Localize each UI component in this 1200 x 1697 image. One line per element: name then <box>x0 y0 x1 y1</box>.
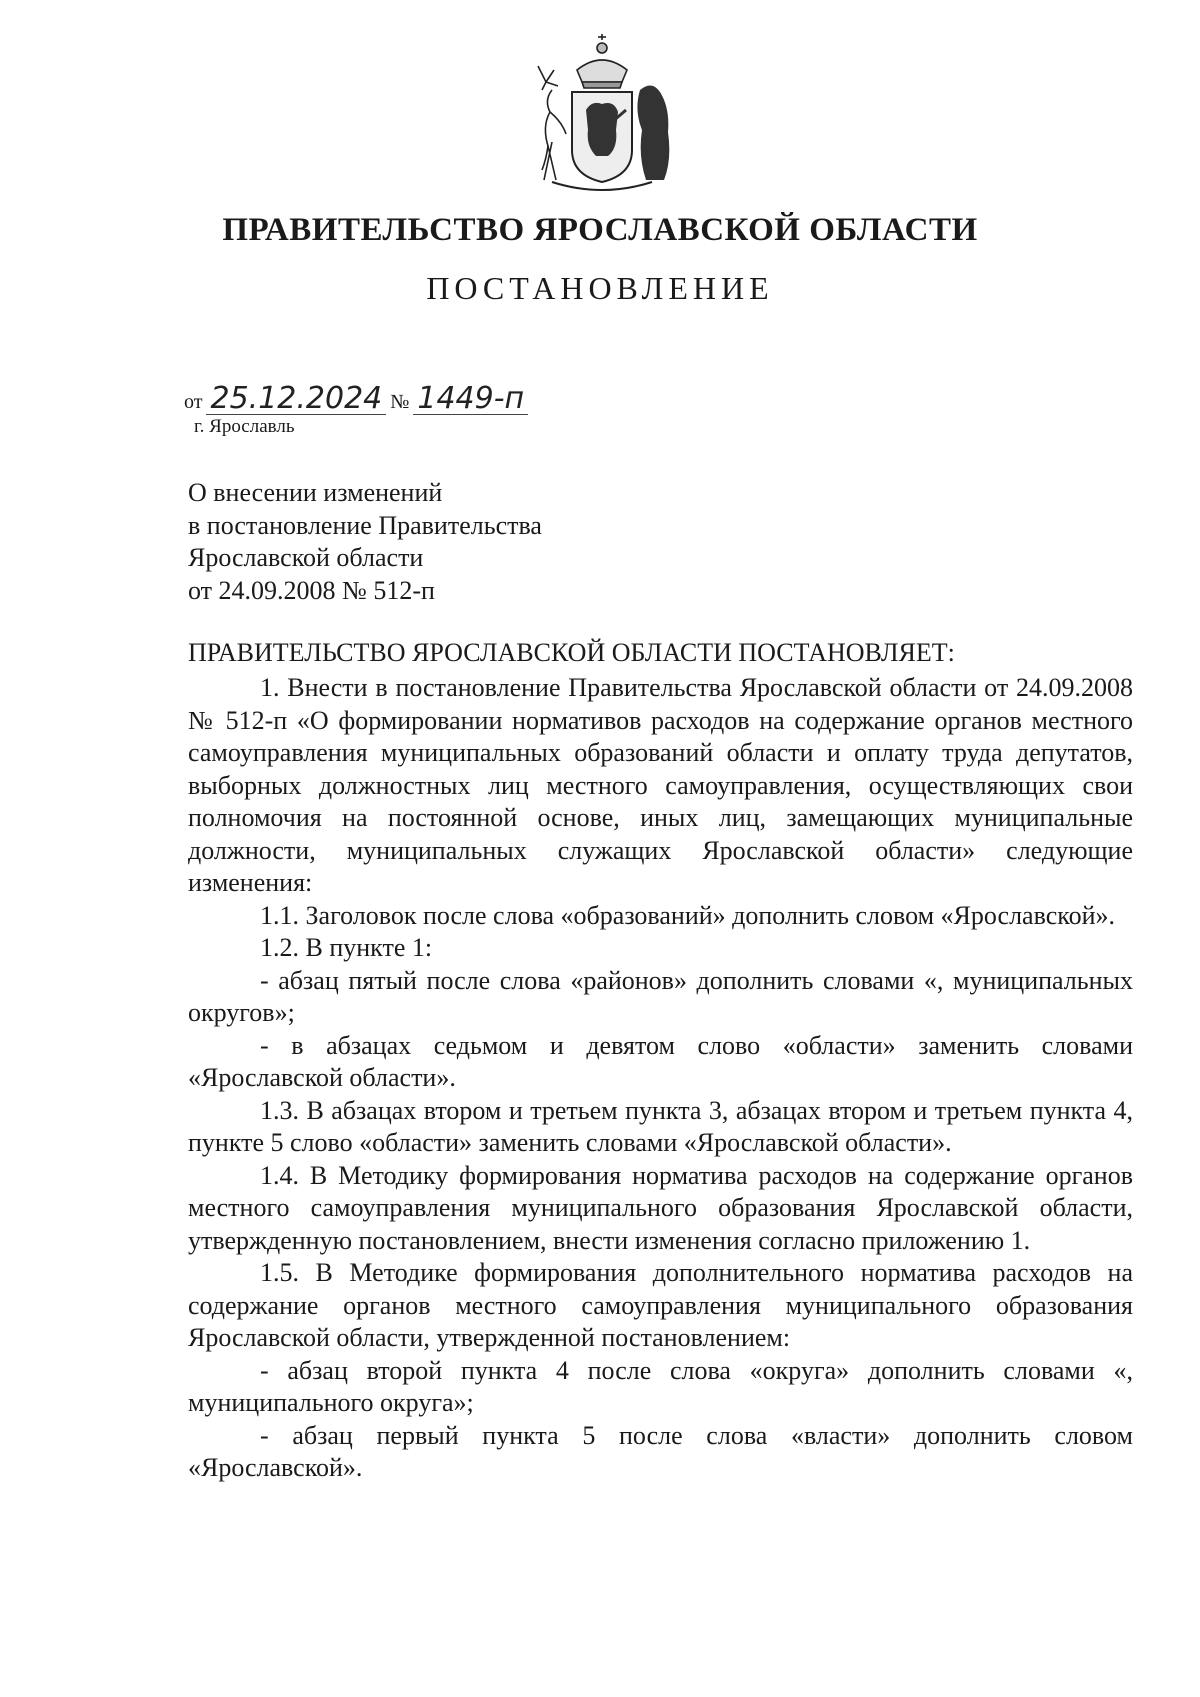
paragraph: 1.3. В абзацах втором и третьем пункта 3, абзацах втором и третьем пункта 4, пункте 5 слово «области» заменить словами «Ярославской области». <box>188 1095 1133 1157</box>
subject-line: Ярославской области <box>188 543 424 572</box>
subject-line: О внесении изменений <box>188 478 443 507</box>
organization-title: ПРАВИТЕЛЬСТВО ЯРОСЛАВСКОЙ ОБЛАСТИ <box>222 212 978 248</box>
paragraph: - абзац первый пункта 5 после слова «власти» дополнить словом «Ярославской». <box>188 1420 1133 1482</box>
city: г. Ярославль <box>194 416 295 437</box>
paragraph: 1.1. Заголовок после слова «образований» дополнить словом «Ярославской». <box>260 900 1115 930</box>
subject-line: от 24.09.2008 № 512-п <box>188 575 435 605</box>
subject-line: в постановление Правительства <box>188 510 542 540</box>
from-label: от <box>184 391 203 413</box>
resolves-heading: ПРАВИТЕЛЬСТВО ЯРОСЛАВСКОЙ ОБЛАСТИ ПОСТАНОВЛЯЕТ: <box>188 638 955 667</box>
paragraph: 1. Внести в постановление Правительства Ярославской области от 24.09.2008 № 512-п «О формировании нормативов расходов на содержание органов местного самоуправления муниципальных образований области и оплату труда депутатов, выборных должностных лиц местного самоуправления, осуществляющих свои полномочия на постоянной основе, иных лиц, замещающих муниципальные должности, муниципальных служащих Ярославской области» следующие изменения: <box>188 673 1133 897</box>
paragraph: - абзац пятый после слова «районов» дополнить словами «, муниципальных округов»; <box>188 965 1133 1027</box>
paragraph: - в абзацах седьмом и девятом слово «области» заменить словами «Ярославской области». <box>188 1030 1133 1092</box>
document-type: ПОСТАНОВЛЕНИЕ <box>426 270 774 306</box>
document-body <box>188 672 1133 1485</box>
date-number-line <box>180 381 528 416</box>
number-label: № <box>390 391 410 413</box>
subject-block <box>188 477 542 607</box>
paragraph: - абзац второй пункта 4 после слова «округа» дополнить словами «, муниципального округа»; <box>188 1355 1133 1417</box>
paragraph: 1.2. В пункте 1: <box>260 933 433 962</box>
handwritten-date: 25.12.2024 <box>206 384 386 415</box>
coat-of-arms-icon <box>522 30 682 200</box>
paragraph: 1.5. В Методике формирования дополнительного норматива расходов на содержание органов местного самоуправления муниципального образования Ярославской области, утвержденной постановлением: <box>188 1258 1133 1352</box>
handwritten-number: 1449-п <box>413 384 528 415</box>
paragraph: 1.4. В Методику формирования норматива расходов на содержание органов местного самоуправления муниципального образования Ярославской области, утвержденную постановлением, внести изменения согласно приложению 1. <box>188 1160 1133 1255</box>
